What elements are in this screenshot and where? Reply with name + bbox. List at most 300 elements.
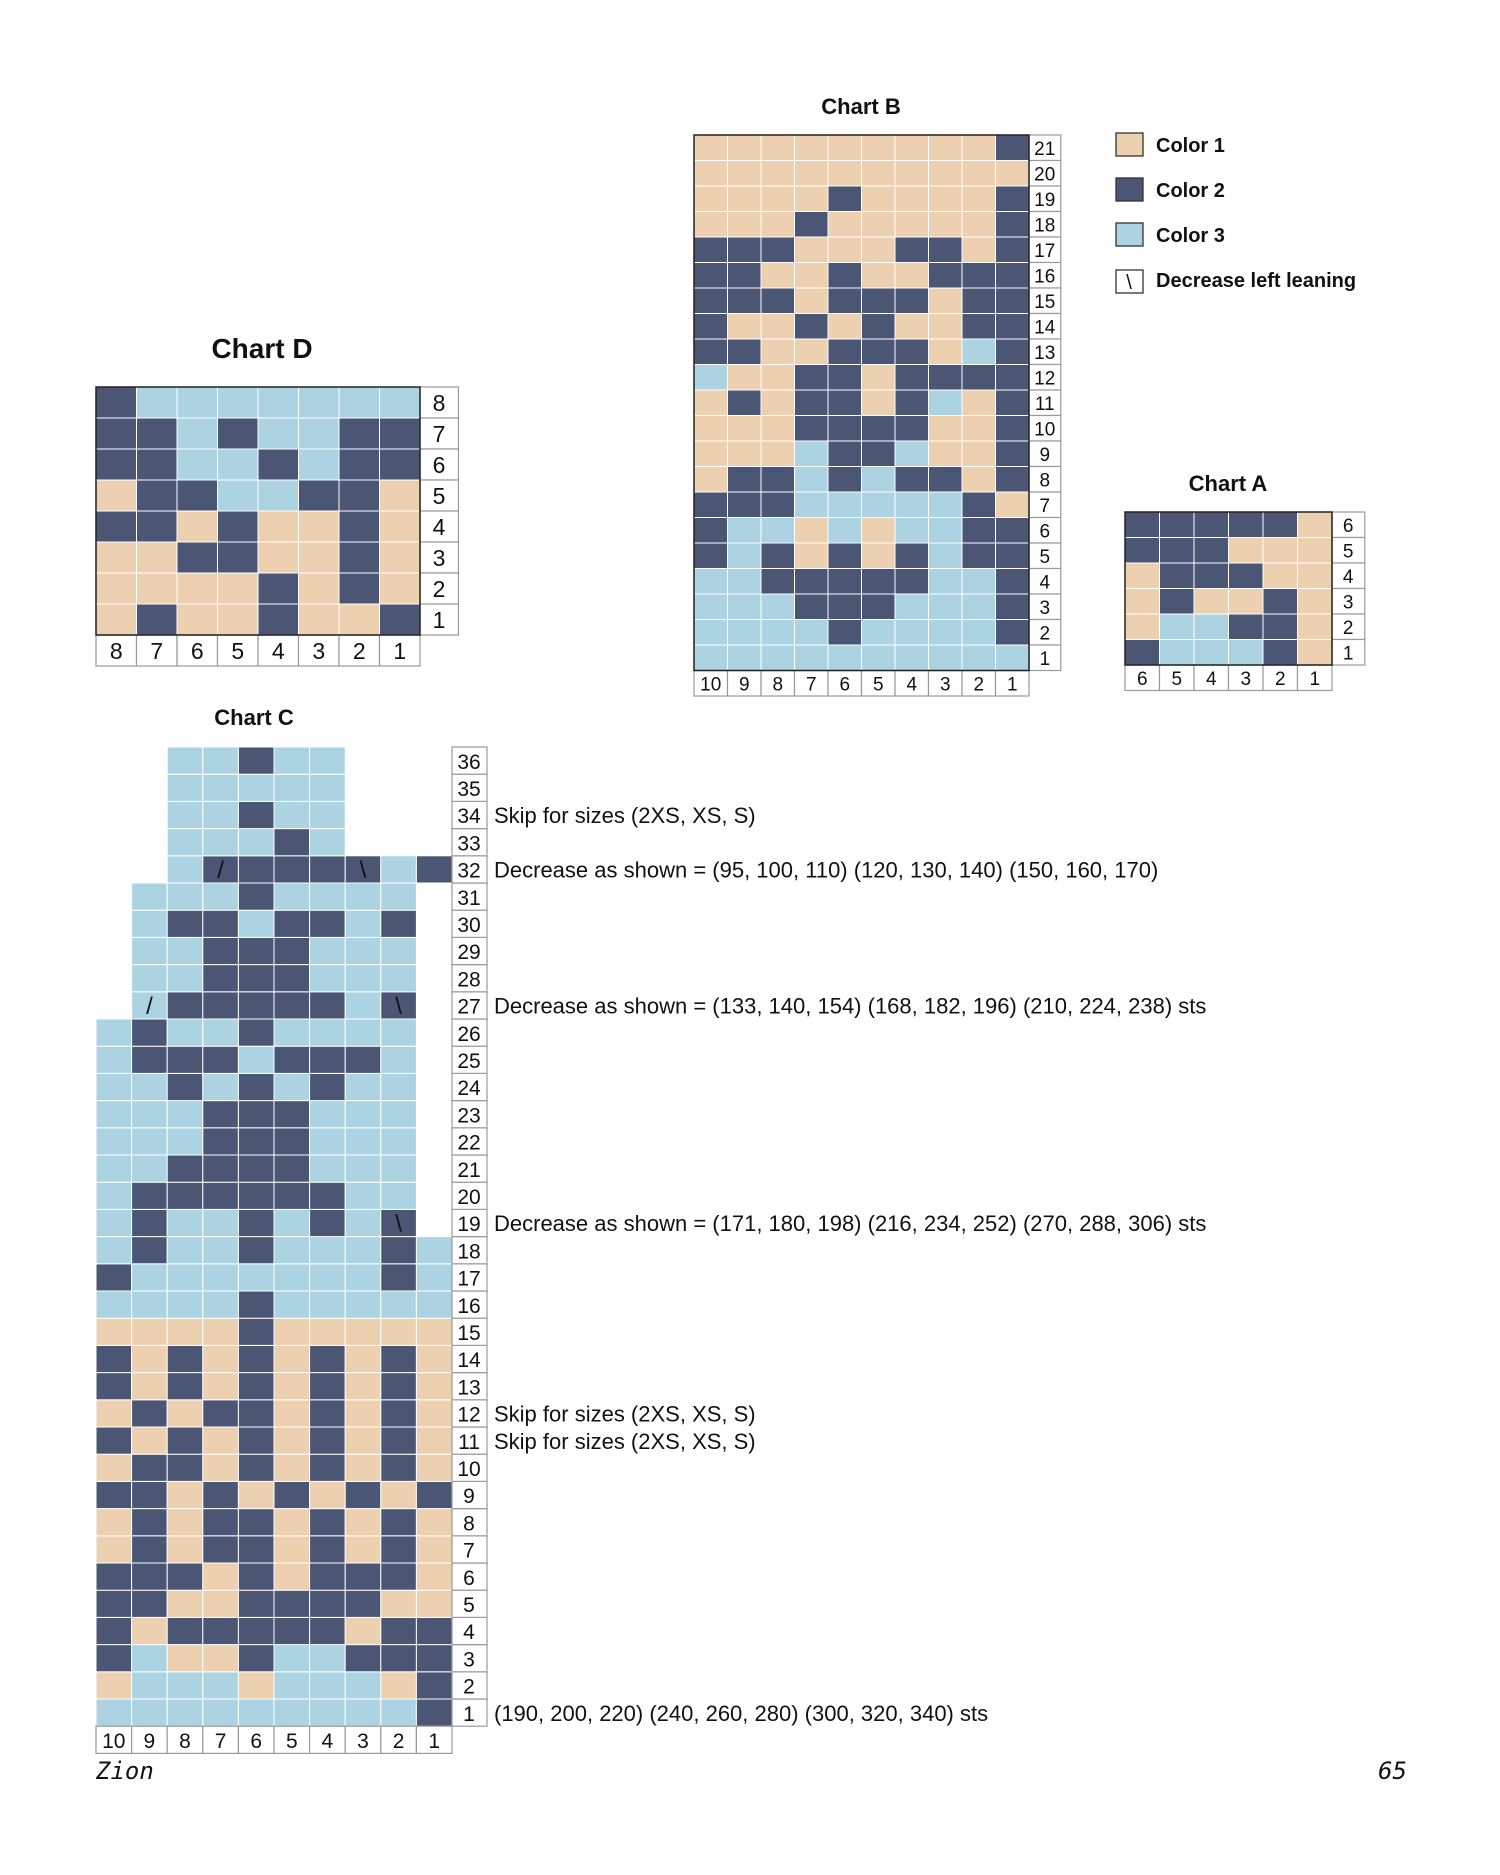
stitch-cell bbox=[258, 449, 299, 480]
row-number: 17 bbox=[457, 1267, 481, 1291]
stitch-cell bbox=[274, 1318, 310, 1345]
row-number: 17 bbox=[1034, 240, 1056, 262]
chart-d-title: Chart D bbox=[211, 333, 313, 364]
stitch-cell bbox=[694, 263, 728, 289]
stitch-cell bbox=[381, 1046, 417, 1073]
stitch-cell bbox=[381, 1073, 417, 1100]
stitch-cell bbox=[167, 883, 203, 910]
stitch-cell bbox=[167, 1672, 203, 1699]
stitch-cell bbox=[310, 992, 346, 1019]
stitch-cell bbox=[761, 569, 795, 595]
stitch-cell bbox=[895, 416, 929, 442]
stitch-cell bbox=[238, 1645, 274, 1672]
stitch-cell bbox=[996, 543, 1030, 569]
stitch-cell bbox=[274, 992, 310, 1019]
stitch-cell bbox=[274, 910, 310, 937]
stitch-cell bbox=[167, 1481, 203, 1508]
stitch-cell bbox=[862, 314, 896, 340]
stitch-cell bbox=[929, 288, 963, 314]
row-number: 19 bbox=[1034, 189, 1056, 211]
stitch-cell bbox=[203, 1400, 239, 1427]
stitch-cell bbox=[132, 937, 168, 964]
row-number: 7 bbox=[463, 1539, 475, 1563]
stitch-cell bbox=[274, 1645, 310, 1672]
stitch-cell bbox=[203, 965, 239, 992]
stitch-cell bbox=[381, 965, 417, 992]
stitch-cell bbox=[167, 1019, 203, 1046]
row-note: Decrease as shown = (133, 140, 154) (168, 182, 196) (210, 224, 238) sts bbox=[494, 993, 1207, 1019]
stitch-cell bbox=[167, 1590, 203, 1617]
stitch-cell bbox=[996, 492, 1030, 518]
col-number: 10 bbox=[102, 1729, 126, 1753]
stitch-cell bbox=[828, 365, 862, 391]
stitch-cell bbox=[728, 416, 762, 442]
stitch-cell bbox=[761, 543, 795, 569]
stitch-cell bbox=[310, 1237, 346, 1264]
stitch-cell bbox=[310, 937, 346, 964]
stitch-cell bbox=[96, 1073, 132, 1100]
stitch-cell bbox=[1125, 614, 1160, 640]
stitch-cell bbox=[761, 416, 795, 442]
stitch-cell bbox=[1125, 640, 1160, 666]
stitch-cell bbox=[380, 511, 421, 542]
stitch-cell bbox=[795, 594, 829, 620]
stitch-cell bbox=[380, 542, 421, 573]
stitch-cell bbox=[1160, 538, 1195, 564]
stitch-cell bbox=[345, 1182, 381, 1209]
stitch-cell bbox=[96, 1291, 132, 1318]
stitch-cell bbox=[1298, 512, 1333, 538]
stitch-cell bbox=[962, 186, 996, 212]
stitch-cell bbox=[381, 1237, 417, 1264]
stitch-cell bbox=[929, 339, 963, 365]
stitch-cell bbox=[381, 1481, 417, 1508]
legend-swatch bbox=[1116, 223, 1143, 246]
legend-label: Color 1 bbox=[1156, 135, 1225, 157]
stitch-cell bbox=[381, 1509, 417, 1536]
stitch-cell bbox=[132, 1400, 168, 1427]
stitch-cell bbox=[694, 237, 728, 263]
stitch-cell bbox=[795, 263, 829, 289]
row-number: 35 bbox=[457, 777, 481, 801]
stitch-cell bbox=[274, 1536, 310, 1563]
stitch-cell bbox=[996, 314, 1030, 340]
stitch-cell bbox=[310, 1481, 346, 1508]
stitch-cell bbox=[761, 594, 795, 620]
stitch-cell bbox=[381, 1699, 417, 1726]
stitch-cell bbox=[218, 480, 259, 511]
stitch-cell bbox=[1194, 614, 1229, 640]
stitch-cell bbox=[238, 1427, 274, 1454]
stitch-cell bbox=[728, 441, 762, 467]
stitch-cell bbox=[132, 1672, 168, 1699]
row-number: 8 bbox=[463, 1512, 475, 1536]
stitch-cell bbox=[728, 288, 762, 314]
stitch-cell bbox=[167, 1128, 203, 1155]
col-number: 6 bbox=[839, 674, 851, 696]
stitch-cell bbox=[132, 1318, 168, 1345]
stitch-cell bbox=[96, 1128, 132, 1155]
chart-a bbox=[1125, 471, 1365, 691]
stitch-cell bbox=[381, 1427, 417, 1454]
stitch-cell bbox=[274, 1400, 310, 1427]
stitch-cell bbox=[795, 467, 829, 493]
stitch-cell bbox=[828, 339, 862, 365]
stitch-cell bbox=[132, 1373, 168, 1400]
stitch-cell bbox=[962, 212, 996, 238]
stitch-cell bbox=[167, 1645, 203, 1672]
stitch-cell bbox=[238, 829, 274, 856]
stitch-cell bbox=[694, 569, 728, 595]
row-number: 31 bbox=[457, 886, 481, 910]
stitch-cell bbox=[203, 1509, 239, 1536]
col-number: 8 bbox=[109, 638, 123, 665]
row-number: 30 bbox=[457, 913, 481, 937]
row-number: 10 bbox=[457, 1457, 481, 1481]
row-number: 21 bbox=[1034, 138, 1056, 160]
stitch-cell bbox=[380, 387, 421, 418]
stitch-cell bbox=[339, 449, 380, 480]
stitch-cell bbox=[203, 937, 239, 964]
stitch-cell bbox=[962, 263, 996, 289]
stitch-cell bbox=[299, 387, 340, 418]
stitch-cell bbox=[381, 883, 417, 910]
stitch-cell bbox=[132, 1536, 168, 1563]
stitch-cell bbox=[761, 237, 795, 263]
stitch-cell bbox=[895, 135, 929, 161]
stitch-cell bbox=[996, 645, 1030, 671]
stitch-cell bbox=[274, 1264, 310, 1291]
stitch-cell bbox=[167, 1563, 203, 1590]
stitch-cell bbox=[238, 1019, 274, 1046]
row-number: 3 bbox=[1039, 597, 1051, 619]
stitch-cell bbox=[132, 1182, 168, 1209]
row-number: 33 bbox=[457, 832, 481, 856]
row-number: 10 bbox=[1034, 419, 1056, 441]
stitch-cell bbox=[132, 1481, 168, 1508]
stitch-cell bbox=[310, 1590, 346, 1617]
stitch-cell bbox=[167, 1400, 203, 1427]
stitch-cell bbox=[310, 910, 346, 937]
stitch-cell bbox=[1160, 614, 1195, 640]
stitch-cell bbox=[137, 573, 178, 604]
stitch-cell bbox=[381, 1645, 417, 1672]
stitch-cell bbox=[258, 480, 299, 511]
stitch-cell bbox=[895, 212, 929, 238]
stitch-cell bbox=[694, 441, 728, 467]
stitch-cell bbox=[238, 1590, 274, 1617]
stitch-cell bbox=[828, 237, 862, 263]
stitch-cell bbox=[416, 856, 452, 883]
stitch-cell bbox=[238, 1400, 274, 1427]
stitch-cell bbox=[929, 161, 963, 187]
stitch-cell bbox=[996, 416, 1030, 442]
stitch-cell bbox=[167, 1373, 203, 1400]
stitch-cell bbox=[1125, 589, 1160, 615]
row-note: Skip for sizes (2XS, XS, S) bbox=[494, 1428, 756, 1454]
stitch-cell bbox=[345, 1645, 381, 1672]
stitch-cell bbox=[761, 620, 795, 646]
decrease-mark: \ bbox=[359, 857, 367, 885]
stitch-cell bbox=[416, 1563, 452, 1590]
stitch-cell bbox=[416, 1373, 452, 1400]
stitch-cell bbox=[167, 910, 203, 937]
stitch-cell bbox=[299, 542, 340, 573]
stitch-cell bbox=[203, 1672, 239, 1699]
stitch-cell bbox=[416, 1617, 452, 1644]
stitch-cell bbox=[1125, 512, 1160, 538]
stitch-cell bbox=[310, 1699, 346, 1726]
stitch-cell bbox=[962, 365, 996, 391]
designer-name: Zion bbox=[96, 1757, 154, 1785]
stitch-cell bbox=[1298, 589, 1333, 615]
stitch-cell bbox=[416, 1590, 452, 1617]
stitch-cell bbox=[728, 161, 762, 187]
stitch-cell bbox=[238, 1699, 274, 1726]
stitch-cell bbox=[274, 1454, 310, 1481]
stitch-cell bbox=[299, 604, 340, 635]
col-number: 3 bbox=[357, 1729, 369, 1753]
stitch-cell bbox=[238, 1128, 274, 1155]
stitch-cell bbox=[416, 1400, 452, 1427]
row-number: 5 bbox=[463, 1593, 475, 1617]
row-number: 16 bbox=[1034, 266, 1056, 288]
row-number: 28 bbox=[457, 968, 481, 992]
stitch-cell bbox=[795, 314, 829, 340]
stitch-cell bbox=[203, 910, 239, 937]
stitch-cell bbox=[862, 288, 896, 314]
stitch-cell bbox=[761, 288, 795, 314]
stitch-cell bbox=[310, 1563, 346, 1590]
stitch-cell bbox=[345, 1454, 381, 1481]
stitch-cell bbox=[345, 992, 381, 1019]
row-number: 13 bbox=[1034, 342, 1056, 364]
stitch-cell bbox=[381, 1617, 417, 1644]
decrease-mark: / bbox=[217, 857, 224, 885]
stitch-cell bbox=[1263, 614, 1298, 640]
stitch-cell bbox=[962, 288, 996, 314]
stitch-cell bbox=[381, 1672, 417, 1699]
stitch-cell bbox=[274, 1128, 310, 1155]
stitch-cell bbox=[203, 1101, 239, 1128]
stitch-cell bbox=[167, 937, 203, 964]
stitch-cell bbox=[167, 965, 203, 992]
col-number: 4 bbox=[271, 638, 285, 665]
stitch-cell bbox=[962, 161, 996, 187]
decrease-mark: \ bbox=[395, 993, 402, 1021]
row-number: 6 bbox=[463, 1566, 475, 1590]
stitch-cell bbox=[416, 1427, 452, 1454]
stitch-cell bbox=[238, 1182, 274, 1209]
stitch-cell bbox=[203, 747, 239, 774]
stitch-cell bbox=[862, 543, 896, 569]
row-number: 15 bbox=[457, 1321, 481, 1345]
stitch-cell bbox=[203, 1699, 239, 1726]
stitch-cell bbox=[381, 1155, 417, 1182]
stitch-cell bbox=[761, 314, 795, 340]
stitch-cell bbox=[381, 1019, 417, 1046]
stitch-cell bbox=[96, 1046, 132, 1073]
stitch-cell bbox=[795, 212, 829, 238]
stitch-cell bbox=[345, 937, 381, 964]
legend-label: Color 2 bbox=[1156, 180, 1225, 202]
stitch-cell bbox=[96, 1237, 132, 1264]
stitch-cell bbox=[929, 186, 963, 212]
stitch-cell bbox=[862, 416, 896, 442]
col-number: 5 bbox=[231, 638, 245, 665]
stitch-cell bbox=[274, 1182, 310, 1209]
stitch-cell bbox=[694, 314, 728, 340]
stitch-cell bbox=[929, 365, 963, 391]
stitch-cell bbox=[862, 518, 896, 544]
row-number: 3 bbox=[463, 1648, 475, 1672]
stitch-cell bbox=[929, 263, 963, 289]
stitch-cell bbox=[274, 1427, 310, 1454]
stitch-cell bbox=[895, 339, 929, 365]
stitch-cell bbox=[203, 1645, 239, 1672]
stitch-cell bbox=[310, 1400, 346, 1427]
stitch-cell bbox=[381, 856, 417, 883]
stitch-cell bbox=[694, 620, 728, 646]
stitch-cell bbox=[996, 518, 1030, 544]
stitch-cell bbox=[381, 1345, 417, 1372]
stitch-cell bbox=[167, 1209, 203, 1236]
stitch-cell bbox=[203, 1182, 239, 1209]
stitch-cell bbox=[728, 390, 762, 416]
col-number: 8 bbox=[179, 1729, 191, 1753]
stitch-cell bbox=[167, 1454, 203, 1481]
stitch-cell bbox=[962, 620, 996, 646]
stitch-cell bbox=[761, 212, 795, 238]
row-number: 4 bbox=[1342, 566, 1354, 588]
stitch-cell bbox=[132, 1590, 168, 1617]
row-number: 36 bbox=[457, 750, 481, 774]
stitch-cell bbox=[167, 1345, 203, 1372]
stitch-cell bbox=[345, 1155, 381, 1182]
stitch-cell bbox=[310, 1073, 346, 1100]
stitch-cell bbox=[895, 263, 929, 289]
stitch-cell bbox=[299, 480, 340, 511]
decrease-mark: / bbox=[146, 993, 153, 1021]
stitch-cell bbox=[962, 492, 996, 518]
legend-swatch bbox=[1116, 133, 1143, 156]
stitch-cell bbox=[996, 390, 1030, 416]
stitch-cell bbox=[96, 1563, 132, 1590]
stitch-cell bbox=[238, 747, 274, 774]
stitch-cell bbox=[339, 573, 380, 604]
stitch-cell bbox=[274, 1155, 310, 1182]
stitch-cell bbox=[132, 910, 168, 937]
stitch-cell bbox=[380, 604, 421, 635]
stitch-cell bbox=[167, 992, 203, 1019]
stitch-cell bbox=[203, 1073, 239, 1100]
stitch-cell bbox=[137, 480, 178, 511]
stitch-cell bbox=[694, 288, 728, 314]
stitch-cell bbox=[238, 1264, 274, 1291]
stitch-cell bbox=[962, 569, 996, 595]
stitch-cell bbox=[1263, 563, 1298, 589]
stitch-cell bbox=[828, 492, 862, 518]
stitch-cell bbox=[1263, 538, 1298, 564]
stitch-cell bbox=[238, 1073, 274, 1100]
stitch-cell bbox=[132, 1291, 168, 1318]
stitch-cell bbox=[895, 161, 929, 187]
stitch-cell bbox=[929, 543, 963, 569]
stitch-cell bbox=[795, 416, 829, 442]
col-number: 3 bbox=[939, 674, 951, 696]
stitch-cell bbox=[137, 449, 178, 480]
stitch-cell bbox=[1160, 640, 1195, 666]
stitch-cell bbox=[299, 449, 340, 480]
stitch-cell bbox=[1229, 563, 1264, 589]
stitch-cell bbox=[345, 1590, 381, 1617]
stitch-cell bbox=[345, 1101, 381, 1128]
stitch-cell bbox=[132, 1699, 168, 1726]
stitch-cell bbox=[862, 467, 896, 493]
stitch-cell bbox=[310, 1019, 346, 1046]
stitch-cell bbox=[795, 645, 829, 671]
stitch-cell bbox=[310, 1291, 346, 1318]
stitch-cell bbox=[203, 774, 239, 801]
stitch-cell bbox=[203, 1481, 239, 1508]
stitch-cell bbox=[238, 1046, 274, 1073]
stitch-cell bbox=[1298, 538, 1333, 564]
stitch-cell bbox=[203, 883, 239, 910]
stitch-cell bbox=[1194, 512, 1229, 538]
stitch-cell bbox=[828, 543, 862, 569]
stitch-cell bbox=[310, 1672, 346, 1699]
legend-label: Decrease left leaning bbox=[1156, 270, 1357, 292]
stitch-cell bbox=[962, 594, 996, 620]
row-number: 24 bbox=[457, 1077, 481, 1101]
stitch-cell bbox=[416, 1672, 452, 1699]
stitch-cell bbox=[962, 416, 996, 442]
stitch-cell bbox=[416, 1291, 452, 1318]
stitch-cell bbox=[381, 1182, 417, 1209]
stitch-cell bbox=[238, 1454, 274, 1481]
stitch-cell bbox=[310, 1373, 346, 1400]
stitch-cell bbox=[380, 573, 421, 604]
stitch-cell bbox=[381, 1454, 417, 1481]
stitch-cell bbox=[96, 542, 137, 573]
row-number: 3 bbox=[1342, 592, 1354, 614]
stitch-cell bbox=[1194, 538, 1229, 564]
stitch-cell bbox=[761, 263, 795, 289]
col-number: 4 bbox=[1205, 668, 1217, 690]
stitch-cell bbox=[203, 1427, 239, 1454]
stitch-cell bbox=[862, 620, 896, 646]
stitch-cell bbox=[132, 1345, 168, 1372]
stitch-cell bbox=[218, 418, 259, 449]
row-note: Skip for sizes (2XS, XS, S) bbox=[494, 1401, 756, 1427]
stitch-cell bbox=[895, 645, 929, 671]
row-number: 3 bbox=[432, 545, 446, 572]
stitch-cell bbox=[132, 883, 168, 910]
stitch-cell bbox=[203, 1536, 239, 1563]
row-number: 13 bbox=[457, 1376, 481, 1400]
stitch-cell bbox=[962, 467, 996, 493]
stitch-cell bbox=[310, 774, 346, 801]
stitch-cell bbox=[274, 1073, 310, 1100]
stitch-cell bbox=[929, 518, 963, 544]
stitch-cell bbox=[345, 1617, 381, 1644]
stitch-cell bbox=[1229, 512, 1264, 538]
row-number: 2 bbox=[432, 576, 446, 603]
stitch-cell bbox=[203, 1318, 239, 1345]
stitch-cell bbox=[310, 747, 346, 774]
stitch-cell bbox=[728, 543, 762, 569]
stitch-cell bbox=[996, 620, 1030, 646]
